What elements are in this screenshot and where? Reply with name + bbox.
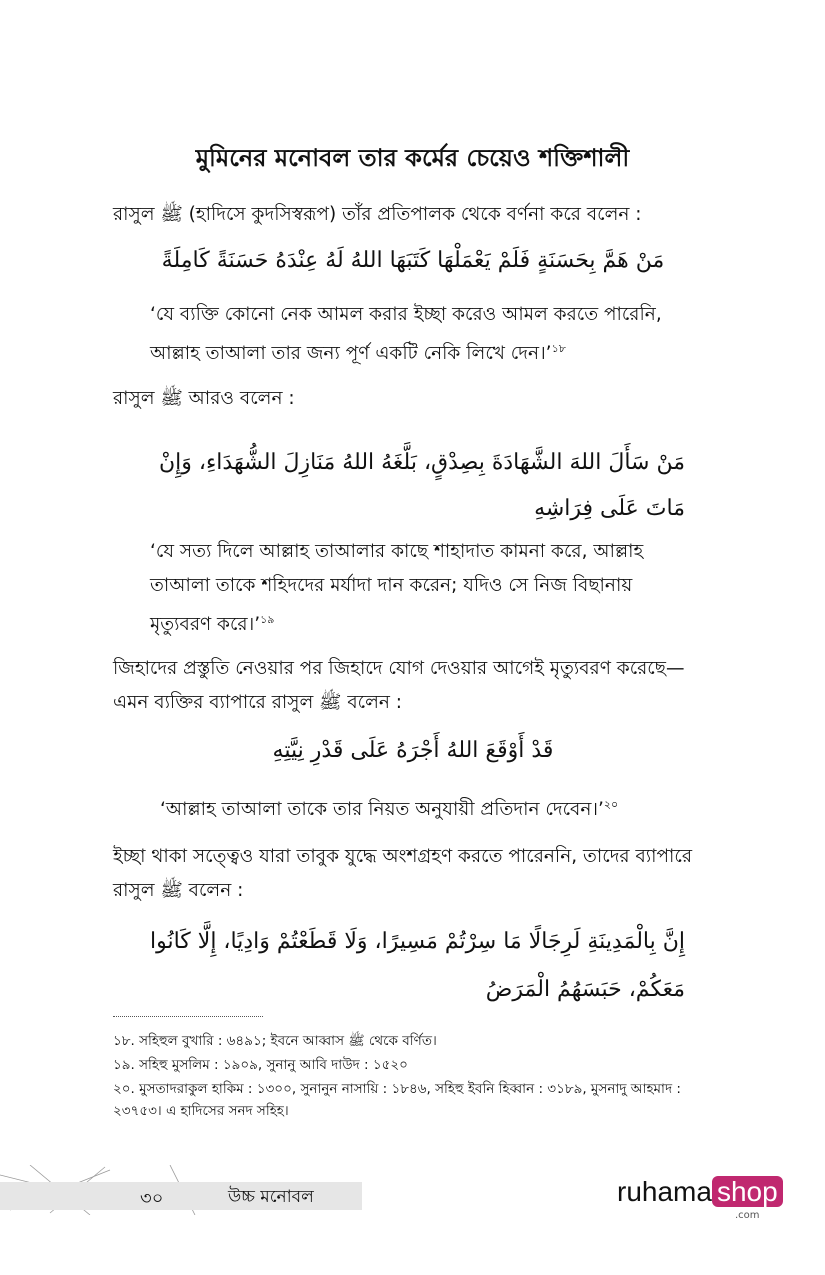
arabic-hadith-2: مَنْ سَأَلَ اللهَ الشَّهَادَةَ بِصِدْقٍ، بَلَّغَهُ اللهُ مَنَازِلَ الشُّهَدَاءِ، وَإِنْ مَاتَ عَلَى فِرَاشِهِ xyxy=(158,450,685,521)
translation-1-text: ‘যে ব্যক্তি কোনো নেক আমল করার ইচ্ছা করেও আমল করতে পারেনি, আল্লাহ তাআলা তার জন্য পূর্ণ একটি নেকি লিখে দেন।’ xyxy=(150,304,662,365)
intro-paragraph-4: ইচ্ছা থাকা সত্ত্বেও যারা তাবুক যুদ্ধে অংশগ্রহণ করতে পারেননি, তাদের ব্যাপারে রাসুল ﷺ বলেন : xyxy=(113,846,693,901)
footnote-19: ১৯. সহিহু মুসলিম : ১৯০৯, সুনানু আবি দাউদ : ১৫২০ xyxy=(113,1057,408,1073)
intro-paragraph-3: জিহাদের প্রস্তুতি নেওয়ার পর জিহাদে যোগ দেওয়ার আগেই মৃত্যুবরণ করেছে—এমন ব্যক্তির ব্যাপারে রাসুল ﷺ বলেন : xyxy=(113,658,685,713)
footnote-ref-19[interactable]: ১৯ xyxy=(260,613,275,626)
translation-2 xyxy=(150,535,680,642)
logo-ruhama-text: ruhama xyxy=(617,1176,712,1207)
footnote-divider xyxy=(113,1016,263,1017)
ruhama-shop-logo[interactable] xyxy=(617,1176,783,1208)
translation-2-text: ‘যে সত্য দিলে আল্লাহ তাআলার কাছে শাহাদাত কামনা করে, আল্লাহ তাআলা তাকে শহিদদের মর্যাদা দান করেন; যদিও সে নিজ বিছানায় মৃত্যুবরণ করে।’ xyxy=(150,541,644,636)
translation-1 xyxy=(150,298,680,371)
intro-paragraph-2: রাসুল ﷺ আরও বলেন : xyxy=(113,388,295,409)
footnote-ref-18[interactable]: ১৮ xyxy=(551,342,566,355)
logo-com-text: .com xyxy=(735,1210,760,1221)
translation-3-text: ‘আল্লাহ তাআলা তাকে তার নিয়ত অনুযায়ী প্রতিদান দেবেন।’ xyxy=(160,799,604,821)
footnote-ref-20[interactable]: ২০ xyxy=(603,798,619,811)
page-number: ৩০ xyxy=(140,1188,164,1209)
book-title: উচ্চ মনোবল xyxy=(228,1187,314,1207)
logo-shop-text: shop xyxy=(712,1176,783,1207)
footnote-18: ১৮. সহিহুল বুখারি : ৬৪৯১; ইবনে আব্বাস ﷺ থেকে বর্ণিত। xyxy=(113,1033,437,1049)
arabic-hadith-4: إِنَّ بِالْمَدِينَةِ لَرِجَالًا مَا سِرْتُمْ مَسِيرًا، وَلَا قَطَعْتُمْ وَادِيًا، إِلَّا كَانُوا مَعَكُمْ، حَبَسَهُمُ الْمَرَضُ xyxy=(150,929,685,1002)
footnote-20: ২০. মুসতাদরাকুল হাকিম : ১৩০০, সুনানুন নাসায়ি : ১৮৪৬, সহিহু ইবনি হিব্বান : ৩১৮৯, মুসনাদু আহমাদ : ২৩৭৫৩। এ হাদিসের সনদ সহিহ। xyxy=(113,1081,681,1119)
arabic-hadith-3: قَدْ أَوْقَعَ اللهُ أَجْرَهُ عَلَى قَدْرِ نِيَّتِهِ xyxy=(272,738,554,763)
translation-3 xyxy=(160,788,720,827)
chapter-heading: মুমিনের মনোবল তার কর্মের চেয়েও শক্তিশালী xyxy=(195,144,630,172)
intro-paragraph-1: রাসুল ﷺ (হাদিসে কুদসিস্বরূপ) তাঁর প্রতিপালক থেকে বর্ণনা করে বলেন : xyxy=(113,204,642,225)
arabic-hadith-1: مَنْ هَمَّ بِحَسَنَةٍ فَلَمْ يَعْمَلْهَا كَتَبَهَا اللهُ لَهُ عِنْدَهُ حَسَنَةً كَامِلَةً xyxy=(161,248,665,273)
